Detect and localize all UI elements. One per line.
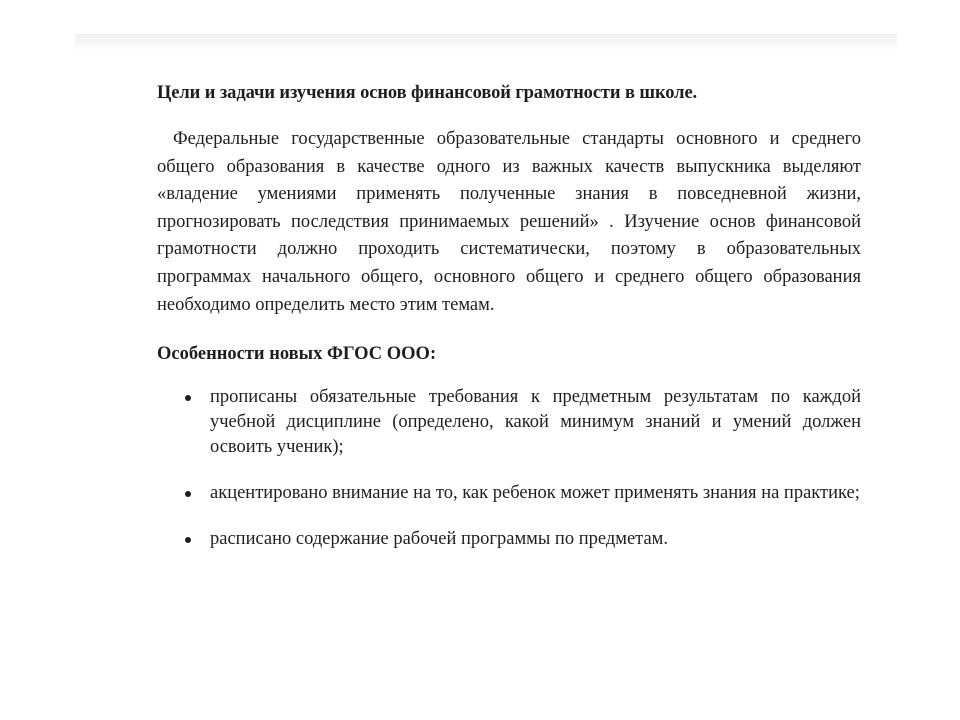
intro-paragraph: Федеральные государственные образовательные стандарты основного и среднего общего образования в качестве одного из важных качеств выпускника выделяют «владение умениями применять полученные знания в повседневной жизни, прогнозировать последствия принимаемых решений» . Изучение основ финансовой грамотности должно проходить систематически, поэтому в образовательных программах начального общего, основного общего и среднего общего образования необходимо определить место этим темам.: [157, 129, 861, 315]
features-subheading: Особенности новых ФГОС ООО:: [157, 344, 437, 365]
bullet-dot-icon: [185, 491, 191, 497]
bullet-dot-icon: [185, 537, 191, 543]
list-item-text: расписано содержание рабочей программы по предметам.: [210, 529, 669, 550]
bullet-dot-icon: [185, 395, 191, 401]
list-item: [157, 385, 861, 460]
list-item: [157, 527, 861, 552]
list-item-text: акцентировано внимание на то, как ребенок может применять знания на практике;: [210, 483, 860, 504]
features-list: [157, 385, 861, 552]
page-top-shadow: [75, 34, 897, 51]
list-item: [157, 481, 861, 506]
list-item-text: прописаны обязательные требования к предметным результатам по каждой учебной дисциплине (определено, какой минимум знаний и умений должен освоить ученик);: [210, 387, 861, 458]
document-title: Цели и задачи изучения основ финансовой грамотности в школе.: [157, 83, 698, 103]
document-page: [157, 80, 861, 573]
